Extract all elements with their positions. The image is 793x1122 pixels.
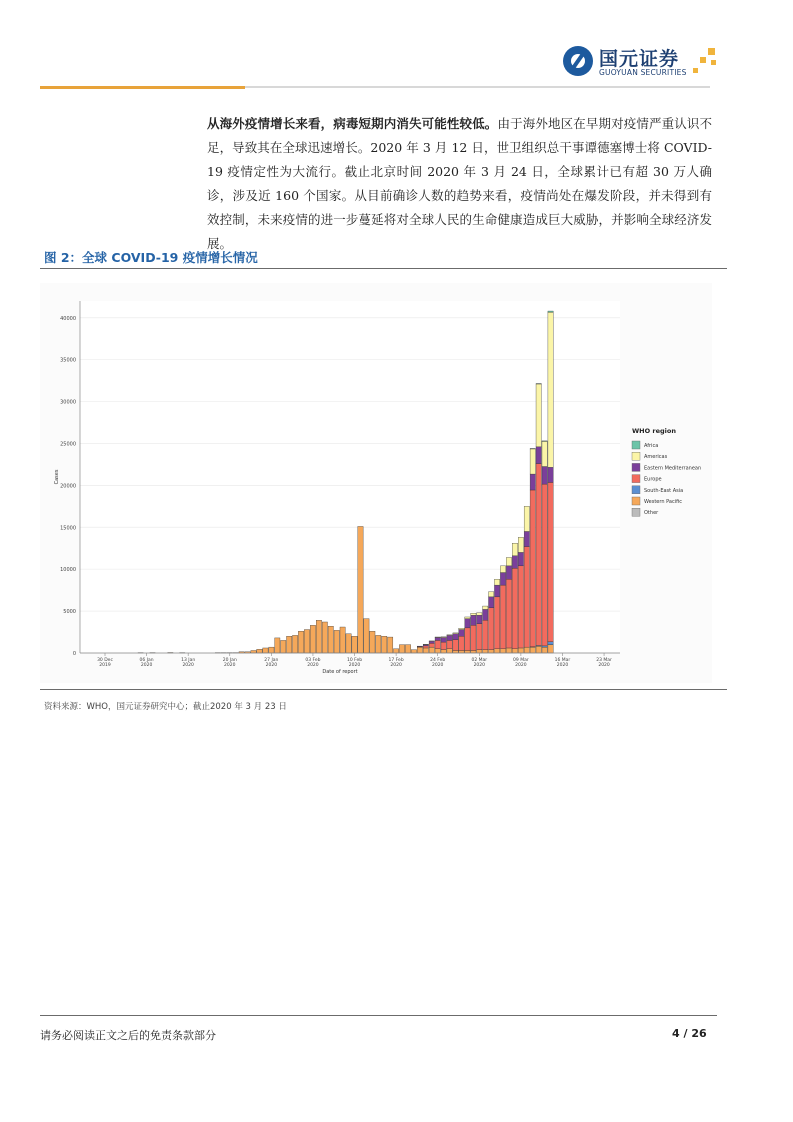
bar-segment <box>465 650 470 653</box>
bar-segment <box>542 467 547 485</box>
bar-segment <box>483 620 488 649</box>
bar-segment <box>287 636 292 653</box>
bar-segment <box>512 556 517 569</box>
legend-label: Eastern Mediterranean <box>644 465 702 472</box>
legend-title: WHO region <box>632 427 676 435</box>
bar-segment <box>518 648 523 653</box>
chart-svg <box>40 283 712 683</box>
bar-segment <box>453 633 458 634</box>
x-tick-label: 2020 <box>515 663 527 668</box>
bar-segment <box>524 647 529 653</box>
bar-segment <box>494 649 499 653</box>
bar-segment <box>548 645 553 653</box>
legend-swatch <box>632 441 640 449</box>
brand-name-en: GUOYUAN SECURITIES <box>599 68 687 77</box>
bar-segment <box>536 646 541 653</box>
x-tick-label: 2020 <box>307 663 319 668</box>
x-tick-label: 20 Jan <box>222 658 237 663</box>
bar-segment <box>423 648 428 653</box>
bar-segment <box>417 647 422 653</box>
y-tick-label: 10000 <box>60 567 76 574</box>
bar-segment <box>542 647 547 653</box>
x-tick-label: 2020 <box>224 663 236 668</box>
bar-segment <box>465 619 470 628</box>
x-tick-label: 24 Feb <box>430 658 446 663</box>
bar-segment <box>334 630 339 653</box>
legend-swatch <box>632 497 640 505</box>
bar-segment <box>477 613 482 616</box>
bar-segment <box>441 637 446 642</box>
bar-segment <box>483 606 488 609</box>
bar-segment <box>494 597 499 649</box>
bar-segment <box>512 543 517 556</box>
y-tick-label: 5000 <box>63 609 76 616</box>
bar-segment <box>447 640 452 648</box>
x-tick-label: 2020 <box>140 663 153 668</box>
bar-segment <box>435 649 440 653</box>
y-axis-label: Cases <box>54 469 60 485</box>
logo-square-icon <box>700 57 706 63</box>
bar-segment <box>518 566 523 648</box>
x-tick-label: 30 Dec <box>97 658 113 663</box>
header-accent-line <box>40 86 245 89</box>
x-tick-label: 2020 <box>265 663 278 668</box>
bar-segment <box>542 441 547 442</box>
x-axis-label: Date of report <box>322 669 358 675</box>
bar-segment <box>459 650 464 653</box>
bar-segment <box>447 649 452 653</box>
legend-label: Europe <box>644 476 662 483</box>
bar-segment <box>494 579 499 585</box>
body-paragraph <box>207 112 712 256</box>
legend-swatch <box>632 508 640 516</box>
bar-segment <box>447 635 452 636</box>
bar-segment <box>328 626 333 653</box>
bar-segment <box>489 597 494 608</box>
bar-segment <box>376 635 381 653</box>
logo-square-icon <box>708 48 715 55</box>
x-tick-label: 2019 <box>99 663 111 668</box>
bar-segment <box>548 467 553 482</box>
bar-segment <box>310 625 315 653</box>
bar-segment <box>269 647 274 653</box>
legend-swatch <box>632 486 640 494</box>
bar-segment <box>477 624 482 650</box>
y-tick-label: 35000 <box>60 357 76 364</box>
legend-swatch <box>632 475 640 483</box>
bar-segment <box>292 635 297 653</box>
x-tick-label: 2020 <box>431 663 444 668</box>
x-tick-label: 27 Jan <box>264 658 279 663</box>
legend-swatch <box>632 452 640 460</box>
legend-label: Western Pacific <box>644 499 682 505</box>
bar-segment <box>500 573 505 586</box>
bar-segment <box>429 641 434 643</box>
bar-segment <box>500 649 505 653</box>
y-tick-label: 20000 <box>60 483 76 490</box>
bar-segment <box>399 645 404 653</box>
bar-segment <box>536 384 541 447</box>
bar-segment <box>263 648 268 653</box>
legend-label: Americas <box>644 454 668 461</box>
figure-title: 图 2：全球 COVID-19 疫情增长情况 <box>44 250 258 265</box>
paragraph-body: 由于海外地区在早期对疫情严重认识不足，导致其在全球迅速增长。2020 年 3 月 12 日，世卫组织总干事谭德塞博士将 COVID-19 疫情定性为大流行。截止北京时间 2020 年 3 月 24 日，全球累计已有超 30 万人确诊，涉及近 160 个国家。从目前确诊人数的趋势来看，疫情尚处在爆发阶段，并未得到有效控制，未来疫情的进一步蔓延将对全球人民的生命健康造成巨大威胁，并影响全球经济发展。 <box>207 116 712 251</box>
y-tick-label: 30000 <box>60 399 76 406</box>
bar-segment <box>542 484 547 646</box>
y-tick-label: 15000 <box>60 525 76 532</box>
bar-segment <box>459 636 464 650</box>
logo-square-icon <box>693 68 698 73</box>
x-tick-label: 2020 <box>556 663 569 668</box>
bar-segment <box>352 636 357 653</box>
bar-segment <box>483 650 488 653</box>
bar-segment <box>465 628 470 651</box>
bar-segment <box>483 609 488 620</box>
bar-segment <box>316 620 321 653</box>
bar-segment <box>506 566 511 579</box>
bar-segment <box>417 646 422 647</box>
paragraph-lead: 从海外疫情增长来看，病毒短期内消失可能性较低。 <box>207 116 498 131</box>
bar-segment <box>506 648 511 653</box>
bar-segment <box>441 650 446 653</box>
bar-segment <box>257 649 262 653</box>
footer-divider <box>40 1015 717 1016</box>
x-tick-label: 2020 <box>390 663 402 668</box>
bar-segment <box>524 531 529 546</box>
figure-divider-bottom <box>40 689 727 690</box>
bar-segment <box>275 638 280 653</box>
bar-segment <box>506 557 511 565</box>
legend-label: Africa <box>644 443 659 449</box>
bar-segment <box>453 634 458 640</box>
x-tick-label: 10 Feb <box>346 658 363 663</box>
x-tick-label: 06 Jan <box>139 658 154 663</box>
bar-segment <box>346 634 351 653</box>
bar-segment <box>524 547 529 648</box>
brand-name-cn: 国元证券 <box>599 48 680 70</box>
x-tick-label: 23 Mar <box>596 658 612 663</box>
bar-segment <box>281 640 286 653</box>
bar-segment <box>251 650 256 653</box>
bar-segment <box>429 647 434 653</box>
figure-divider-top <box>40 268 727 269</box>
bar-segment <box>447 635 452 640</box>
bar-segment <box>453 650 458 653</box>
bar-segment <box>530 449 535 474</box>
x-tick-label: 2020 <box>182 663 194 668</box>
x-tick-label: 13 Jan <box>181 658 196 663</box>
bar-segment <box>512 568 517 648</box>
bar-segment <box>530 647 535 653</box>
y-tick-label: 0 <box>72 651 76 657</box>
header-logo <box>563 44 723 80</box>
bar-segment <box>382 636 387 653</box>
x-tick-label: 2020 <box>473 663 486 668</box>
bar-segment <box>441 637 446 638</box>
bar-segment <box>512 649 517 653</box>
bar-segment <box>298 631 303 653</box>
bar-segment <box>530 490 535 647</box>
bar-segment <box>441 642 446 650</box>
bar-segment <box>459 630 464 637</box>
legend-swatch <box>632 463 640 471</box>
bar-segment <box>489 650 494 653</box>
bar-segment <box>340 627 345 653</box>
bar-segment <box>477 615 482 623</box>
bar-segment <box>322 622 327 653</box>
legend-label: South-East Asia <box>644 487 684 494</box>
bar-segment <box>393 649 398 653</box>
bar-segment <box>548 482 553 641</box>
bar-segment <box>536 447 541 464</box>
bar-segment <box>429 643 434 647</box>
bar-segment <box>471 625 476 650</box>
bar-segment <box>530 474 535 490</box>
y-tick-label: 25000 <box>60 441 76 448</box>
bar-segment <box>471 613 476 615</box>
bar-segment <box>358 526 363 653</box>
bar-segment <box>548 311 553 312</box>
bar-segment <box>435 637 440 640</box>
bar-segment <box>500 585 505 649</box>
bar-segment <box>494 585 499 597</box>
bar-segment <box>542 646 547 647</box>
legend-label: Other <box>644 510 659 517</box>
brand-logo-icon <box>563 46 593 76</box>
x-tick-label: 16 Mar <box>554 658 571 663</box>
bar-segment <box>423 645 428 646</box>
bar-segment <box>536 464 541 646</box>
bar-segment <box>489 592 494 597</box>
x-tick-label: 02 Mar <box>471 658 488 663</box>
bar-segment <box>453 640 458 651</box>
bar-segment <box>435 640 440 648</box>
bar-segment <box>518 552 523 565</box>
bar-segment <box>364 619 369 653</box>
bar-segment <box>411 650 416 653</box>
bar-segment <box>489 608 494 650</box>
bar-segment <box>471 615 476 625</box>
bar-segment <box>524 506 529 531</box>
bar-segment <box>370 631 375 653</box>
bar-segment <box>405 645 410 653</box>
bar-segment <box>477 650 482 653</box>
bar-segment <box>435 637 440 638</box>
x-tick-label: 09 Mar <box>513 658 529 663</box>
bar-segment <box>459 628 464 629</box>
x-tick-label: 2020 <box>348 663 361 668</box>
figure-source: 资料来源：WHO，国元证券研究中心；截止2020 年 3 月 23 日 <box>44 702 287 712</box>
logo-square-icon <box>711 60 716 65</box>
bar-segment <box>542 441 547 466</box>
bar-segment <box>500 566 505 573</box>
footer-disclaimer: 请务必阅读正文之后的免责条款部分 <box>40 1029 216 1042</box>
covid-chart <box>40 283 712 683</box>
bar-segment <box>388 637 393 653</box>
bar-segment <box>465 617 470 619</box>
bar-segment <box>518 537 523 552</box>
x-tick-label: 2020 <box>598 663 610 668</box>
x-tick-label: 17 Feb <box>388 658 404 663</box>
bar-segment <box>423 646 428 648</box>
x-tick-label: 03 Feb <box>305 658 321 663</box>
y-tick-label: 40000 <box>60 315 76 322</box>
bar-segment <box>548 312 553 467</box>
bar-segment <box>506 579 511 648</box>
bar-segment <box>471 650 476 653</box>
page-number: 4 / 26 <box>672 1027 707 1040</box>
bar-segment <box>548 642 553 645</box>
bar-segment <box>304 630 309 653</box>
